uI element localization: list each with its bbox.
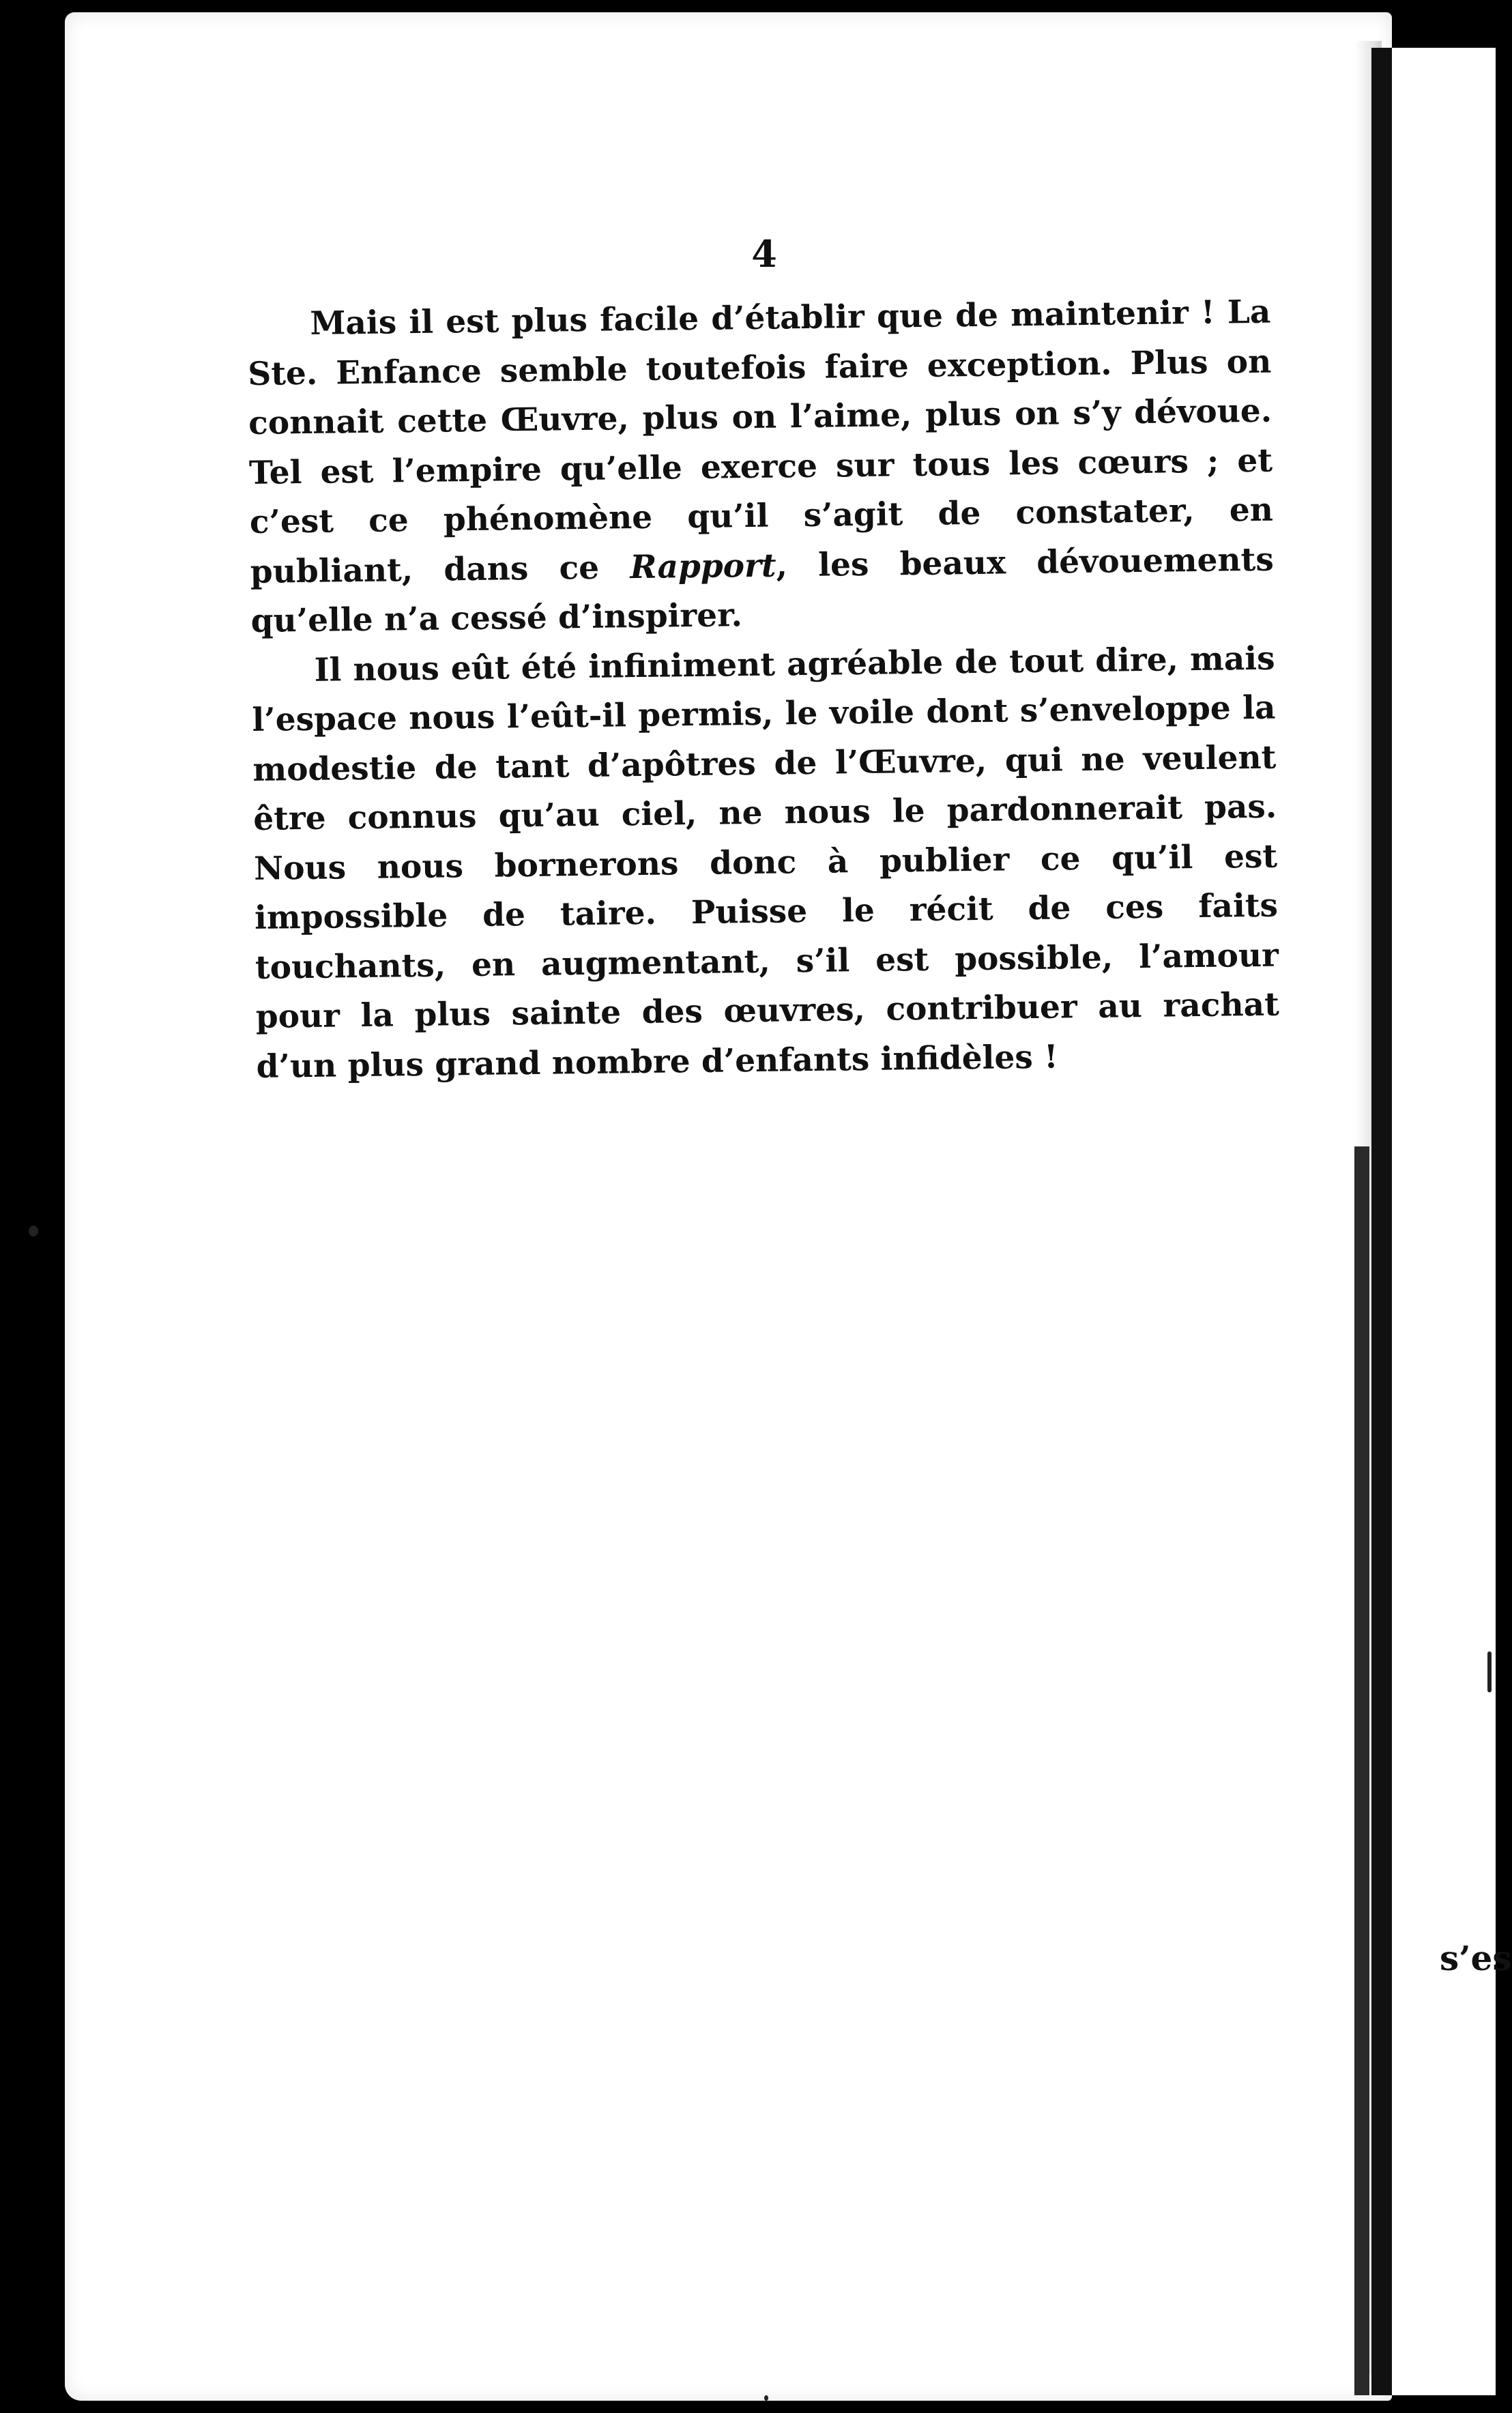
scan-speck bbox=[1487, 1651, 1492, 1692]
adjacent-page-fragment: s’es bbox=[1440, 1938, 1512, 1978]
body-text bbox=[247, 288, 1280, 1092]
paragraph-1-end: , les beaux dévouements qu’elle n’a cessé d’inspirer. bbox=[250, 540, 1275, 640]
paragraph-1 bbox=[247, 288, 1275, 647]
page-number: 4 bbox=[751, 232, 777, 276]
paragraph-2: Il nous eût été infiniment agréable de tout dire, mais l’espace nous l’eût-il permis, le voile dont s’enveloppe la modestie de tant d’apôtres de l’Œuvre, qui ne veulent être connus qu’au ciel, ne nous le pardonnerait pas. Nous nous bornerons donc à publier ce qu’il est impossible de taire. Puisse le récit de ces faits touchants, en augmentant, s’il est possible, l’amour pour la plus sainte des œuvres, contribuer au rachat d’un plus grand nombre d’enfants infidèles ! bbox=[252, 639, 1280, 1086]
paragraph-1-text: Mais il est plus facile d’établir que de maintenir ! La Ste. Enfance semble toutefois faire exception. Plus on connait cette Œuvre, plus on l’aime, plus on s’y dévoue. Tel est l’empire qu’elle exerce sur tous les cœurs ; et c’est ce phénomène qu’il s’agit de constater, en publiant, dans ce bbox=[247, 293, 1274, 591]
book-gutter bbox=[1371, 48, 1392, 2395]
adjacent-page-edge bbox=[1392, 48, 1496, 2395]
gutter-shadow bbox=[1354, 1146, 1369, 2395]
scan-speck bbox=[764, 2395, 768, 2401]
rapport-italic: Rapport bbox=[630, 547, 776, 586]
scan-speck bbox=[29, 1226, 38, 1237]
